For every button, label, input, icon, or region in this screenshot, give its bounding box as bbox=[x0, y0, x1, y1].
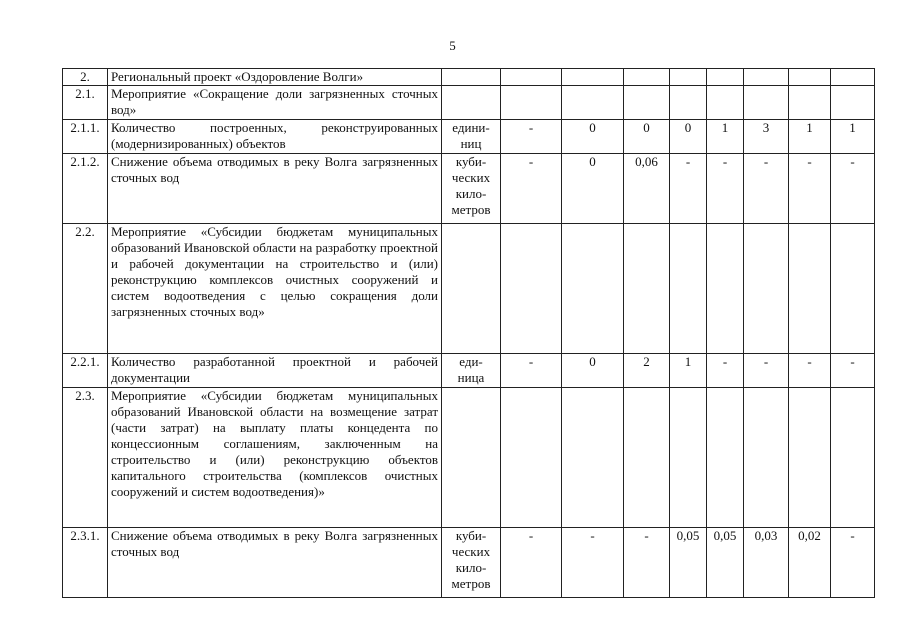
row-value: 0,05 bbox=[707, 528, 744, 598]
row-value: 0 bbox=[562, 154, 624, 224]
row-unit: куби- ческих кило- метров bbox=[442, 528, 501, 598]
row-value bbox=[501, 86, 562, 120]
row-value: 3 bbox=[744, 120, 789, 154]
row-value bbox=[670, 69, 707, 86]
row-value: - bbox=[789, 154, 831, 224]
row-description: Снижение объема отводимых в реку Волга загрязненных сточных вод bbox=[108, 528, 442, 598]
row-description: Количество построенных, реконструированных (модернизированных) объектов bbox=[108, 120, 442, 154]
row-value: - bbox=[501, 120, 562, 154]
row-unit: едини- ниц bbox=[442, 120, 501, 154]
row-value bbox=[562, 86, 624, 120]
row-value bbox=[744, 224, 789, 354]
row-value bbox=[562, 224, 624, 354]
row-value bbox=[831, 86, 875, 120]
row-value bbox=[624, 69, 670, 86]
row-value bbox=[624, 388, 670, 528]
page-number: 5 bbox=[449, 38, 456, 53]
row-value: - bbox=[789, 354, 831, 388]
indicators-table bbox=[62, 68, 875, 598]
row-value: 0,06 bbox=[624, 154, 670, 224]
row-number: 2.1.2. bbox=[63, 154, 108, 224]
row-value bbox=[744, 69, 789, 86]
row-value: 0,03 bbox=[744, 528, 789, 598]
row-value: - bbox=[744, 154, 789, 224]
row-number: 2.1. bbox=[63, 86, 108, 120]
row-number: 2.3. bbox=[63, 388, 108, 528]
row-value: - bbox=[831, 528, 875, 598]
table-row bbox=[63, 120, 875, 154]
row-unit: еди- ница bbox=[442, 354, 501, 388]
row-description: Количество разработанной проектной и рабочей документации bbox=[108, 354, 442, 388]
row-value: - bbox=[501, 154, 562, 224]
row-number: 2.2. bbox=[63, 224, 108, 354]
row-value bbox=[670, 86, 707, 120]
row-number: 2.1.1. bbox=[63, 120, 108, 154]
row-value bbox=[670, 224, 707, 354]
row-value: 0 bbox=[562, 120, 624, 154]
row-value: 1 bbox=[670, 354, 707, 388]
row-value: 1 bbox=[831, 120, 875, 154]
row-description: Региональный проект «Оздоровление Волги» bbox=[108, 69, 442, 86]
table-row bbox=[63, 154, 875, 224]
row-value: - bbox=[670, 154, 707, 224]
row-value: - bbox=[501, 354, 562, 388]
row-value bbox=[789, 224, 831, 354]
row-value: - bbox=[831, 354, 875, 388]
table-row bbox=[63, 224, 875, 354]
row-value: - bbox=[624, 528, 670, 598]
row-value: - bbox=[707, 354, 744, 388]
row-number: 2. bbox=[63, 69, 108, 86]
row-description: Мероприятие «Сокращение доли загрязненных сточных вод» bbox=[108, 86, 442, 120]
row-value bbox=[831, 69, 875, 86]
row-value: 1 bbox=[789, 120, 831, 154]
row-value: 1 bbox=[707, 120, 744, 154]
row-value bbox=[624, 224, 670, 354]
table-row bbox=[63, 528, 875, 598]
row-value: 0,02 bbox=[789, 528, 831, 598]
row-value bbox=[744, 388, 789, 528]
table-row bbox=[63, 86, 875, 120]
row-description: Мероприятие «Субсидии бюджетам муниципальных образований Ивановской области на разработку проектной и рабочей документации на строительство и (или) реконструкцию комплексов очистных сооружений и систем водоотведения с целью сокращения доли загрязненных сточных вод» bbox=[108, 224, 442, 354]
row-value bbox=[501, 388, 562, 528]
row-unit bbox=[442, 86, 501, 120]
row-value bbox=[744, 86, 789, 120]
table-row bbox=[63, 69, 875, 86]
row-value: - bbox=[501, 528, 562, 598]
row-value bbox=[624, 86, 670, 120]
row-value bbox=[789, 69, 831, 86]
row-value bbox=[562, 69, 624, 86]
row-unit bbox=[442, 388, 501, 528]
row-value: 0 bbox=[624, 120, 670, 154]
table-row bbox=[63, 354, 875, 388]
row-value bbox=[707, 388, 744, 528]
row-value bbox=[670, 388, 707, 528]
row-value bbox=[501, 69, 562, 86]
row-value bbox=[789, 86, 831, 120]
table-row bbox=[63, 388, 875, 528]
row-value bbox=[707, 69, 744, 86]
row-value: - bbox=[831, 154, 875, 224]
row-unit: куби- ческих кило- метров bbox=[442, 154, 501, 224]
row-value bbox=[831, 388, 875, 528]
row-description: Мероприятие «Субсидии бюджетам муниципальных образований Ивановской области на возмещение затрат (части затрат) на выплату платы концедента по концессионным соглашениям, заключенным на строительство и (или) реконструкцию объектов капитального строительства (комплексов очистных сооружений и систем водоотведения)» bbox=[108, 388, 442, 528]
row-value bbox=[707, 224, 744, 354]
row-value: 0,05 bbox=[670, 528, 707, 598]
row-value bbox=[789, 388, 831, 528]
row-value bbox=[707, 86, 744, 120]
row-value: 2 bbox=[624, 354, 670, 388]
row-value: - bbox=[744, 354, 789, 388]
row-unit bbox=[442, 224, 501, 354]
row-value: 0 bbox=[670, 120, 707, 154]
row-value: - bbox=[707, 154, 744, 224]
row-number: 2.2.1. bbox=[63, 354, 108, 388]
row-description: Снижение объема отводимых в реку Волга загрязненных сточных вод bbox=[108, 154, 442, 224]
row-number: 2.3.1. bbox=[63, 528, 108, 598]
row-value: 0 bbox=[562, 354, 624, 388]
row-unit bbox=[442, 69, 501, 86]
row-value bbox=[562, 388, 624, 528]
table-body bbox=[63, 69, 875, 598]
row-value bbox=[501, 224, 562, 354]
row-value bbox=[831, 224, 875, 354]
row-value: - bbox=[562, 528, 624, 598]
